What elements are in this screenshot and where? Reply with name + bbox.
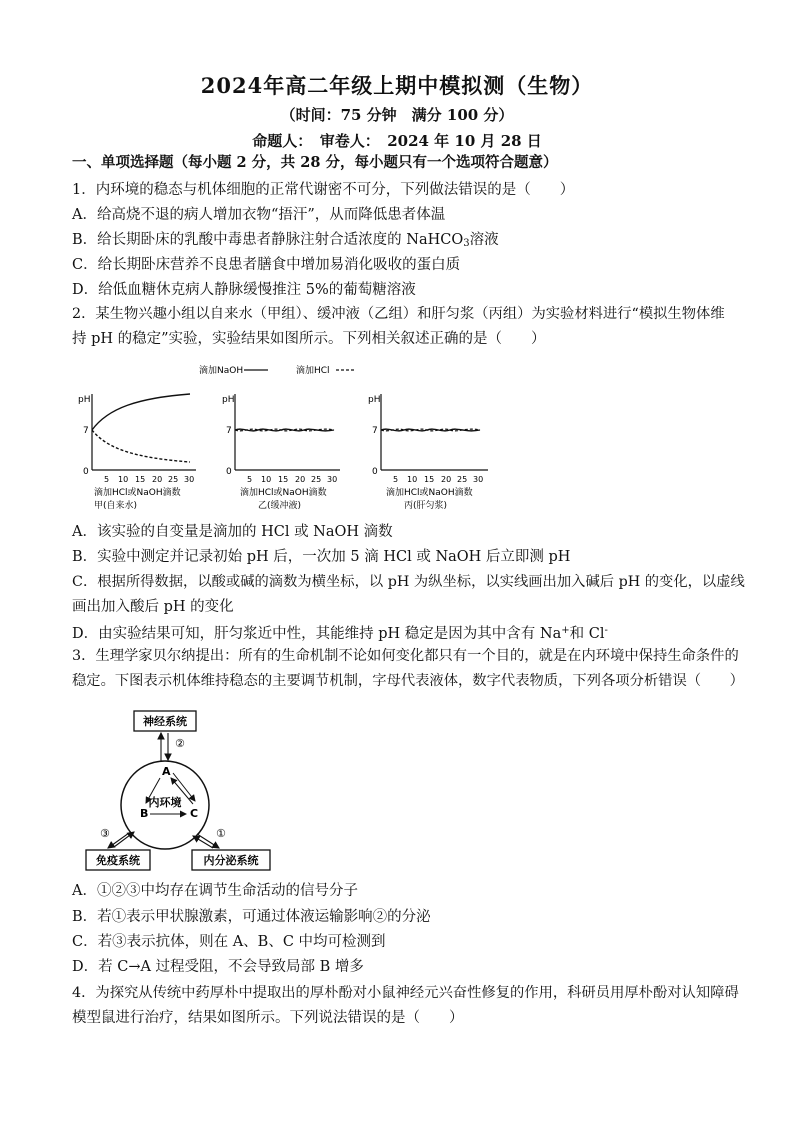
q1-option-c: C．给长期卧床营养不良患者膳食中增加易消化吸收的蛋白质 [72,257,461,273]
q3-option-b: B．若①表示甲状腺激素，可通过体液运输影响②的分泌 [72,909,431,925]
section-heading: 一、单项选择题（每小题 2 分，共 28 分，每小题只有一个选项符合题意） [72,154,558,171]
q2-option-d [72,620,754,645]
q2-d-sup2: - [604,625,608,636]
panel2-xlabel: 滴加HCl或NaOH滴数 [240,488,327,498]
panel-liver-homogenate [368,394,488,511]
q2-d-mid: 和 Cl [569,626,605,642]
q1-option-b [72,229,754,255]
p1-xt-20: 20 [152,475,163,484]
node-b: B [140,807,149,820]
legend-naoh-label: 滴加NaOH [199,366,244,376]
q1-b-post: 溶液 [469,232,499,248]
p3-xt-25: 25 [457,475,468,484]
p2-xt-20: 20 [295,475,306,484]
panel2-xticks [247,475,337,484]
q4-stem-2: 模型鼠进行治疗，结果如图所示。下列说法错误的是（ ） [72,1010,464,1026]
page-title: 2024年高二年级上期中模拟测（生物） [200,73,594,98]
q2-option-c-2: 画出加入酸后 pH 的变化 [72,599,234,615]
p1-xt-10: 10 [118,475,129,484]
panel3-ytick-7: 7 [372,426,378,436]
endocrine-system-label: 内分泌系统 [203,854,259,867]
panel2-ylabel: pH [222,395,235,405]
panel1-ylabel: pH [78,395,91,405]
panel-buffer [222,394,340,511]
p2-xt-30: 30 [327,475,338,484]
p2-xt-25: 25 [311,475,322,484]
q3-option-d: D．若 C→A 过程受阻，不会导致局部 B 增多 [72,959,364,975]
q2-stem-2: 持 pH 的稳定”实验，实验结果如图所示。下列相关叙述正确的是（ ） [72,331,546,347]
num-1: ① [216,827,226,840]
authors-line: 命题人： 审卷人： 2024 年 10 月 28 日 [252,132,542,150]
q3-option-c: C．若③表示抗体，则在 A、B、C 中均可检测到 [72,934,386,950]
panel1-ytick-7: 7 [83,426,89,436]
p3-xt-15: 15 [424,475,435,484]
q3-option-a: A．①②③中均存在调节生命活动的信号分子 [72,883,358,899]
p2-xt-5: 5 [247,475,253,484]
q1-stem: 1．内环境的稳态与机体细胞的正常代谢密不可分，下列做法错误的是（ ） [72,182,575,198]
num-2: ② [175,737,185,750]
p3-xt-5: 5 [393,475,399,484]
q2-option-b: B．实验中测定并记录初始 pH 后，一次加 5 滴 HCl 或 NaOH 后立即测 pH [72,549,571,565]
q2-stem-1: 2．某生物兴趣小组以自来水（甲组）、缓冲液（乙组）和肝匀浆（丙组）为实验材料进行“模拟生物体维 [72,306,725,322]
p3-xt-20: 20 [441,475,452,484]
p1-xt-5: 5 [104,475,110,484]
p3-xt-10: 10 [407,475,418,484]
q3-stem-1: 3．生理学家贝尔纳提出：所有的生命机制不论如何变化都只有一个目的，就是在内环境中保持生命条件的 [72,648,739,664]
arrow-from-immune [114,832,134,847]
panel1-naoh-curve [92,394,190,430]
panel3-name: 丙(肝匀浆) [404,501,448,511]
nervous-system-label: 神经系统 [143,715,187,728]
panel2-ytick-0: 0 [226,467,232,477]
panel3-ytick-0: 0 [372,467,378,477]
p1-xt-30: 30 [184,475,195,484]
ph-experiment-figure [78,358,518,528]
q2-option-c-1: C．根据所得数据，以酸或碱的滴数为横坐标，以 pH 为纵坐标，以实线画出加入碱后 pH 的变化，以虚线 [72,574,745,590]
q4-stem-1: 4．为探究从传统中药厚朴中提取出的厚朴酚对小鼠神经元兴奋性修复的作用，科研员用厚朴酚对认知障碍 [72,985,739,1001]
internal-env-label: 内环境 [148,796,182,809]
regulation-diagram [82,705,282,880]
panel1-name: 甲(自来水) [94,501,138,511]
p1-xt-15: 15 [135,475,146,484]
q1-option-d: D．给低血糖休克病人静脉缓慢推注 5%的葡萄糖溶液 [72,282,416,298]
panel1-hcl-curve [92,430,190,462]
immune-system-label: 免疫系统 [96,854,140,867]
p2-xt-10: 10 [261,475,272,484]
q1-option-a: A．给高烧不退的病人增加衣物“捂汗”，从而降低患者体温 [72,207,446,223]
node-a: A [162,765,171,778]
p3-xt-30: 30 [473,475,484,484]
p1-xt-25: 25 [168,475,179,484]
num-3: ③ [100,827,110,840]
time-info: （时间：75 分钟 满分 100 分） [280,106,514,124]
q2-option-a: A．该实验的自变量是滴加的 HCl 或 NaOH 滴数 [72,524,393,540]
panel2-ytick-7: 7 [226,426,232,436]
panel2-name: 乙(缓冲液) [258,501,302,511]
panel1-xlabel: 滴加HCl或NaOH滴数 [94,488,181,498]
arrow-to-immune [108,833,129,848]
q2-d-sup1: + [561,625,570,636]
panel3-xticks [393,475,483,484]
panel3-xlabel: 滴加HCl或NaOH滴数 [386,488,473,498]
q3-stem-2: 稳定。下图表示机体维持稳态的主要调节机制，字母代表液体，数字代表物质，下列各项分析错误（ ） [72,673,744,689]
panel3-ylabel: pH [368,395,381,405]
node-c: C [190,807,199,820]
legend-hcl-label: 滴加HCl [296,366,330,376]
panel-tap-water [78,394,196,511]
q2-d-text: D．由实验结果可知，肝匀浆近中性，其能维持 pH 稳定是因为其中含有 Na [72,626,562,642]
q1-b-sub: 3 [463,238,470,249]
p2-xt-15: 15 [278,475,289,484]
panel1-ytick-0: 0 [83,467,89,477]
panel1-xticks [104,475,194,484]
q1-b-text: B．给长期卧床的乳酸中毒患者静脉注射合适浓度的 NaHCO [72,232,464,248]
